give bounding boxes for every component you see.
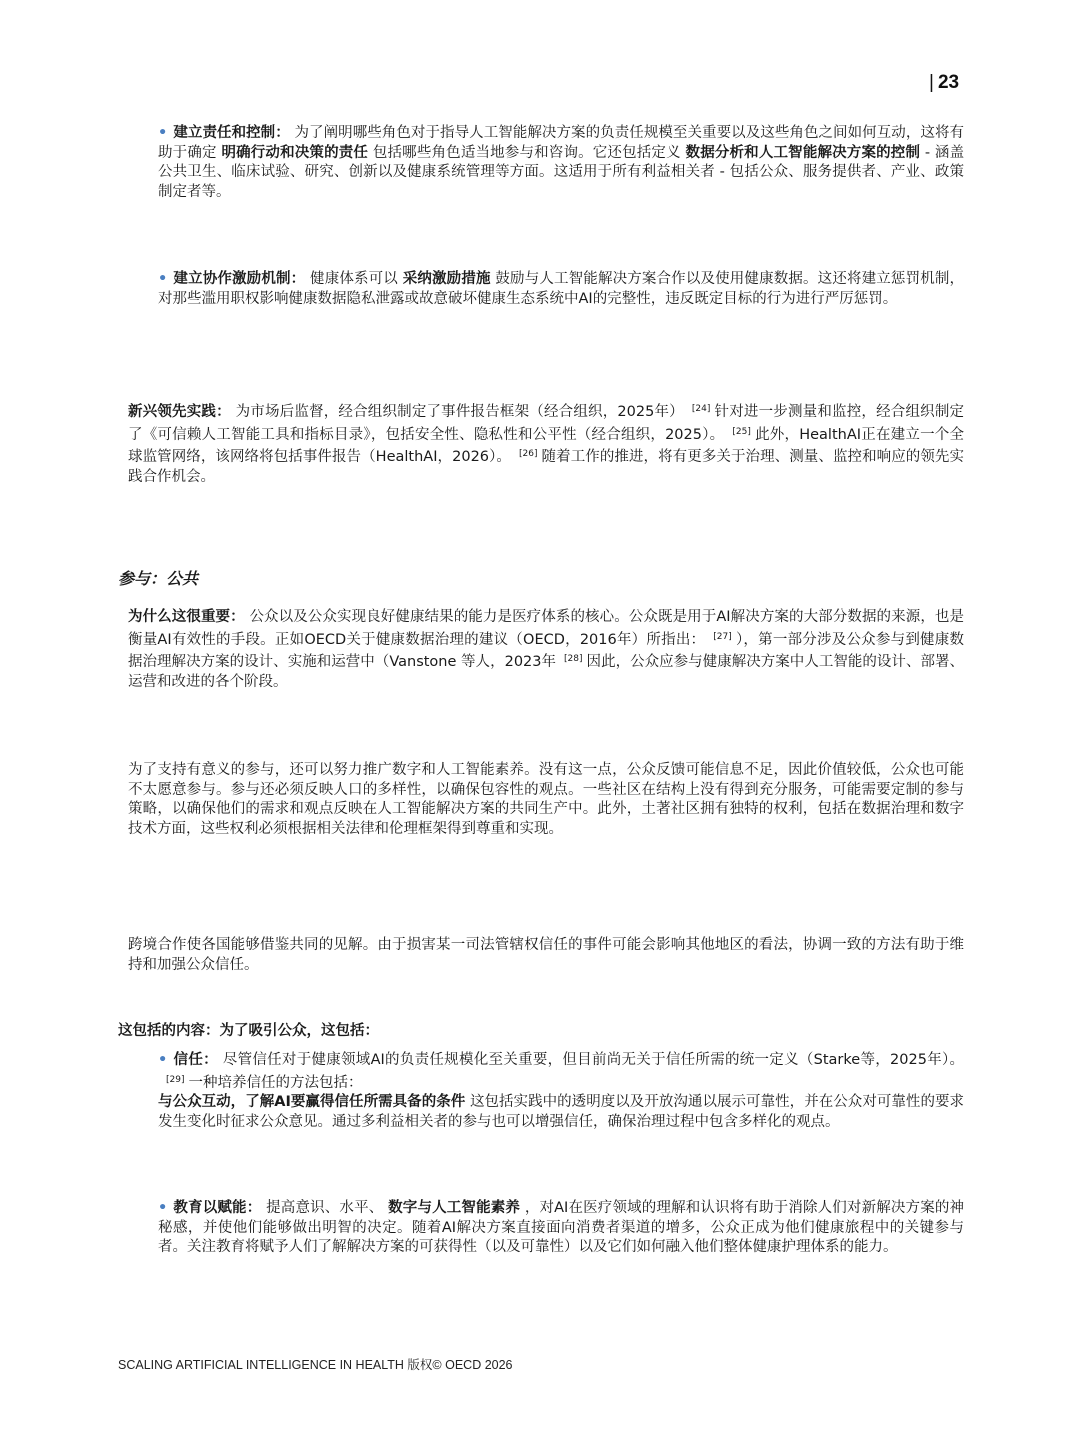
bullet-education: • 教育以赋能： 提高意识、水平、 数字与人工智能素养 ，对AI在医疗领域的理解和认识将有助于消除人们对新解决方案的神秘感，并使他们能够做出明智的决定。随着AI解决方案直接面向消费者渠道的增多，公众正成为他们健康旅程中的关键参与者。关注教育将赋予人们了解解决方案的可获得性（以及可靠性）以及它们如何融入他们整体健康护理体系的能力。 <box>158 1200 965 1255</box>
bullet-collaboration-incentives: • 建立协作激励机制： 健康体系可以 采纳激励措施 鼓励与人工智能解决方案合作以及使用健康数据。这还将建立惩罚机制，对那些滥用职权影响健康数据隐私泄露或故意破坏健康生态系统中AI的完整性，违反既定目标的行为进行严厉惩罚。 <box>158 271 965 307</box>
bullet-label: 建立责任和控制： <box>173 125 290 141</box>
paragraph-label: 为什么这很重要： <box>128 609 245 625</box>
bullet-dot: • <box>158 1052 168 1068</box>
paragraph-literacy: 为了支持有意义的参与，还可以努力推广数字和人工智能素养。没有这一点，公众反馈可能信息不足，因此价值较低，公众也可能不太愿意参与。参与还必须反映人口的多样性，以确保包容性的观点。一些社区在结构上没有得到充分服务，可能需要定制的参与策略，以确保他们的需求和观点反映在人工智能解决方案的共同生产中。此外，土著社区拥有独特的权利，包括在数据治理和数字技术方面，这些权利必须根据相关法律和伦理框架得到尊重和实现。 <box>128 762 964 837</box>
paragraph-cross-border: 跨境合作使各国能够借鉴共同的见解。由于损害某一司法管辖权信任的事件可能会影响其他地区的看法，协调一致的方法有助于维持和加强公众信任。 <box>128 937 964 973</box>
reference-28: [28] <box>564 654 583 664</box>
page-footer: SCALING ARTIFICIAL INTELLIGENCE IN HEALTH 版权© OECD 2026 <box>118 1358 513 1372</box>
bullet-dot: • <box>158 125 168 141</box>
reference-29: [29] <box>166 1074 185 1085</box>
page-number: | 23 <box>929 72 960 93</box>
paragraph-emerging-practice: 新兴领先实践： 为市场后监督，经合组织制定了事件报告框架（经合组织，2025年） [24] 针对进一步测量和监控，经合组织制定了《可信赖人工智能工具和指标目录》，包括安全性、隐私性和公平性（经合组织，2025）。 [25] 此外，HealthAI正在建立一个全球监管网络，该网络将包括事件报告（HealthAI，2026）。 [26] 随着工作的推进，将有更多关于治理、测量、监控和响应的领先实践合作机会。 <box>128 404 965 485</box>
reference-25: [25] <box>732 426 751 437</box>
bullet-label: 信任： <box>173 1052 218 1068</box>
bullet-responsibility-control: • 建立责任和控制： 为了阐明哪些角色对于指导人工智能解决方案的负责任规模至关重要以及这些角色之间如何互动，这将有助于确定 明确行动和决策的责任 包括哪些角色适当地参与和咨询。它还包括定义 数据分析和人工智能解决方案的控制 - 涵盖公共卫生、临床试验、研究、创新以及健康系统管理等方面。这适用于所有利益相关者 - 包括公众、服务提供者、产业、政策制定者等。 <box>158 125 965 200</box>
bullet-dot: • <box>158 1200 168 1216</box>
reference-24: [24] <box>691 404 711 414</box>
bullet-dot: • <box>158 271 168 287</box>
sub-heading-includes: 这包括的内容：为了吸引公众，这包括： <box>118 1023 379 1039</box>
bullet-trust: • 信任： 尽管信任对于健康领域AI的负责任规模化至关重要，但目前尚无关于信任所需的统一定义（Starke等，2025年）。[29] 一种培养信任的方法包括： 与公众互动，了解AI要赢得信任所需具备的条件 这包括实践中的透明度以及开放沟通以展示可靠性，并在公众对可靠性的要求发生变化时征求公众意见。通过多利益相关者的参与也可以增强信任，确保治理过程中包含多样化的观点。 <box>158 1052 965 1130</box>
bullet-label: 建立协作激励机制： <box>173 271 306 287</box>
reference-26: [26] <box>519 449 538 459</box>
paragraph-label: 新兴领先实践： <box>128 404 231 420</box>
section-title: 参与：公共 <box>118 569 199 588</box>
bullet-label: 教育以赋能： <box>173 1200 262 1216</box>
reference-27: [27] <box>713 631 732 642</box>
paragraph-why-important: 为什么这很重要： 公众以及公众实现良好健康结果的能力是医疗体系的核心。公众既是用于AI解决方案的大部分数据的来源，也是衡量AI有效性的手段。正如OECD关于健康数据治理的建议（OECD，2016年）所指出： [27] ），第一部分涉及公众参与到健康数据治理解决方案的设计、实施和运营中（Vanstone 等人，2023年 [28] 因此，公众应参与健康解决方案中人工智能的设计、部署、运营和改进的各个阶段。 <box>128 609 965 690</box>
